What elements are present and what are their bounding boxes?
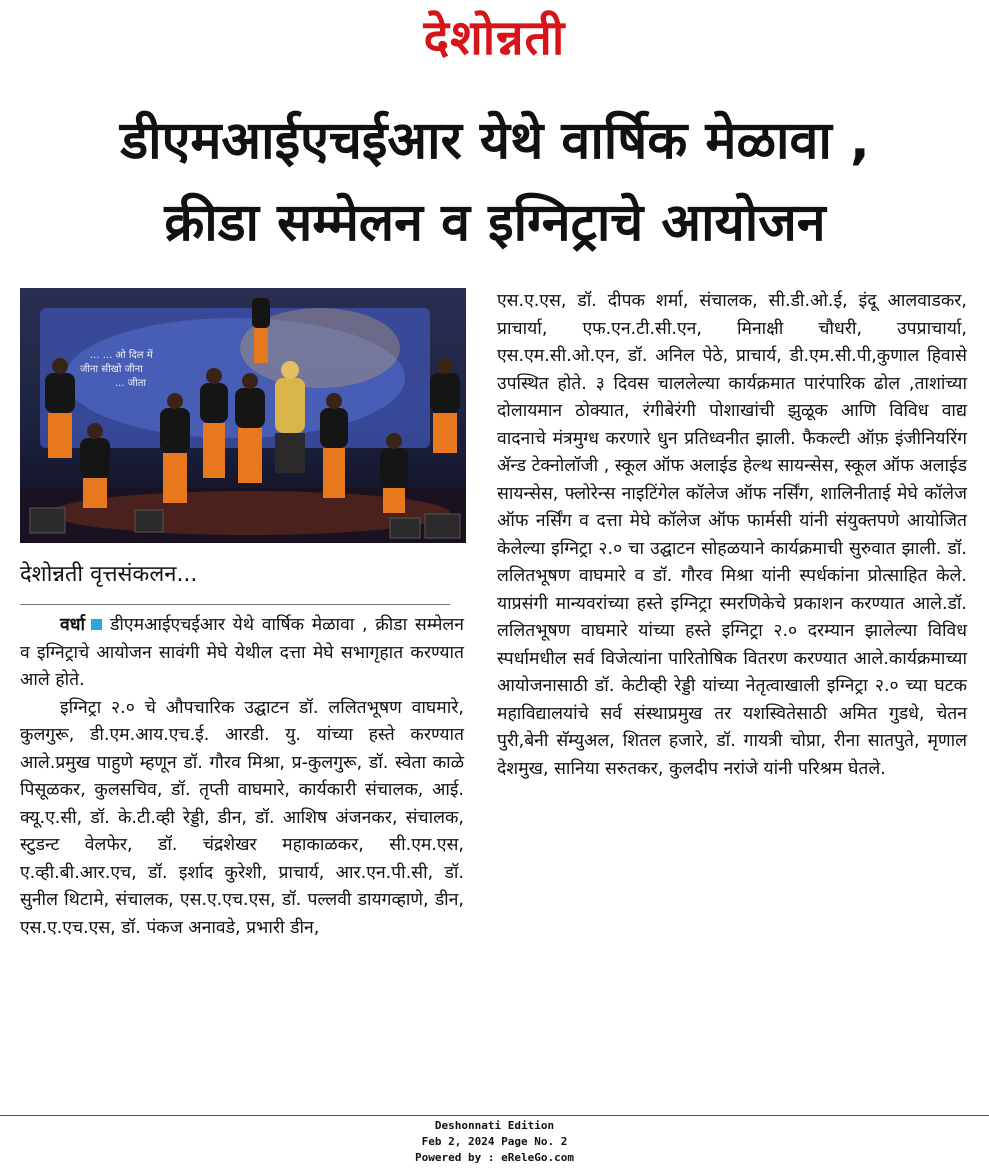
headline-line-2: क्रीडा सम्मेलन व इग्निट्राचे आयोजन [164,193,826,253]
svg-text:जीना सीखो जीना: जीना सीखो जीना [80,364,143,375]
article-column-right [497,288,967,783]
svg-text:... ... ओ दिल में: ... ... ओ दिल में [90,350,153,361]
footer [0,1118,989,1166]
body-paragraph-continued: एस.ए.एस, डॉ. दीपक शर्मा, संचालक, सी.डी.ओ.ई, इंदू आलवाडकर, प्राचार्या, एफ.एन.टी.सी.एन, मिनाक्षी चौधरी, उपप्राचार्या, एस.एम.सी.ओ.एन, डॉ. अनिल पेठे, प्राचार्य, डी.एम.सी.पी,कुणाल हिवासे उपस्थित होते. ३ दिवस चाललेल्या कार्यक्रमात पारंपारिक ढोल ,ताशांच्या दोलायमान ठोक्यात, रंगीबेरंगी पोशाखांची झुळूक आणि विविध वाद्य वादनाचे मंत्रमुग्ध करणारे धुन प्रतिध्वनीत झाली. फैकल्टी ऑफ़ इंजीनियरिंग ॲन्ड टेक्नोलॉजी , स्कूल ऑफ अलाईड हेल्थ सायन्सेस, स्कूल ऑफ अलाईड सायन्सेस, फ्लोरेन्स नाइटिंगेल कॉलेज ऑफ नर्सिंग, शालिनीताई मेघे कॉलेज ऑफ नर्सिंग व दत्ता मेघे कॉलेज ऑफ फार्मसी यांनी संयुक्तपणे आयोजित केलेल्या इग्निट्रा २.० चा उद्घाटन सोहळयाने कार्यक्रमाची सुरुवात झाली. डॉ. ललितभूषण वाघमारे व डॉ. गौरव मिश्रा यांनी स्पर्धकांना प्रोत्साहित केले. याप्रसंगी मान्यवरांच्या हस्ते इग्निट्रा स्मरणिकेचे प्रकाशन करण्यात आले.डॉ. ललितभूषण वाघमारे यांच्या हस्ते इग्निट्रा २.० दरम्यान झालेल्या विविध स्पर्धामधील सर्व विजेत्यांना पारितोषिक वितरण करण्यात आले.कार्यक्रमाच्या आयोजनासाठी डॉ. केटीव्ही रेड्डी यांच्या नेतृत्वाखाली इग्निट्रा २.० च्या घटक महाविद्यालयांचे सर्व संस्थाप्रमुख तर यशस्वितेसाठी अमित गुडधे, चेतन पुरी,बेनी सॅम्युअल, शितल हजारे, डॉ. गायत्री चोप्रा, रीना सातपुते, मृणाल देशमुख, सानिया सरुतकर, कुलदीप नरांजे यांनी परिश्रम घेतले. [497,291,967,779]
lead-paragraph [20,612,464,695]
byline-divider [20,604,450,605]
lead-text: डीएमआईएचईआर येथे वार्षिक मेळावा , क्रीडा सम्मेलन व इग्निट्राचे आयोजन सावंगी मेघे येथील दत्ता मेघे सभागृहात करण्यात आले होते. [20,615,464,690]
dateline: वर्धा [60,615,86,635]
headline-line-1: डीएमआईएचईआर येथे वार्षिक मेळावा , [120,111,870,171]
article-column-left [20,612,464,942]
footer-divider [0,1115,989,1116]
footer-date-page: Feb 2, 2024 Page No. 2 [421,1135,568,1148]
svg-text:... जीता: ... जीता [115,378,147,389]
masthead-logo: देशोन्नती [423,10,566,66]
body-paragraph: इग्निट्रा २.० चे औपचारिक उद्घाटन डॉ. ललितभूषण वाघमारे, कुलगुरू, डी.एम.आय.एच.ई. आरडी. यु. यांच्या हस्ते करण्यात आले.प्रमुख पाहुणे म्हणून डॉ. गौरव मिश्रा, प्र-कुलगुरू, डॉ. स्वेता काळे पिसूळकर, कुलसचिव, डॉ. तृप्ती वाघमारे, कार्यकारी संचालक, आई. क्यू.ए.सी, डॉ. के.टी.व्ही रेड्डी, डीन, डॉ. आशिष अंजनकर, संचालक, स्टुडन्ट वेलफेर, डॉ. चंद्रशेखर महाकाळकर, सी.एम.एस, ए.व्ही.बी.आर.एच, डॉ. इर्शाद कुरेशी, प्राचार्य, आर.एन.पी.सी, डॉ. सुनील थिटामे, संचालक, एस.ए.एच.एस, डॉ. पल्लवी डायगव्हाणे, डीन, एस.ए.एच.एस, डॉ. पंकज अनावडे, प्रभारी डीन, [20,697,464,938]
news-photo [20,288,466,543]
headline [20,100,970,264]
bullet-square-icon [91,619,102,630]
footer-powered-by: Powered by : eReleGo.com [415,1151,574,1164]
footer-edition: Deshonnati Edition [434,1119,555,1132]
byline: देशोन्नती वृत्तसंकलन... [20,562,198,587]
